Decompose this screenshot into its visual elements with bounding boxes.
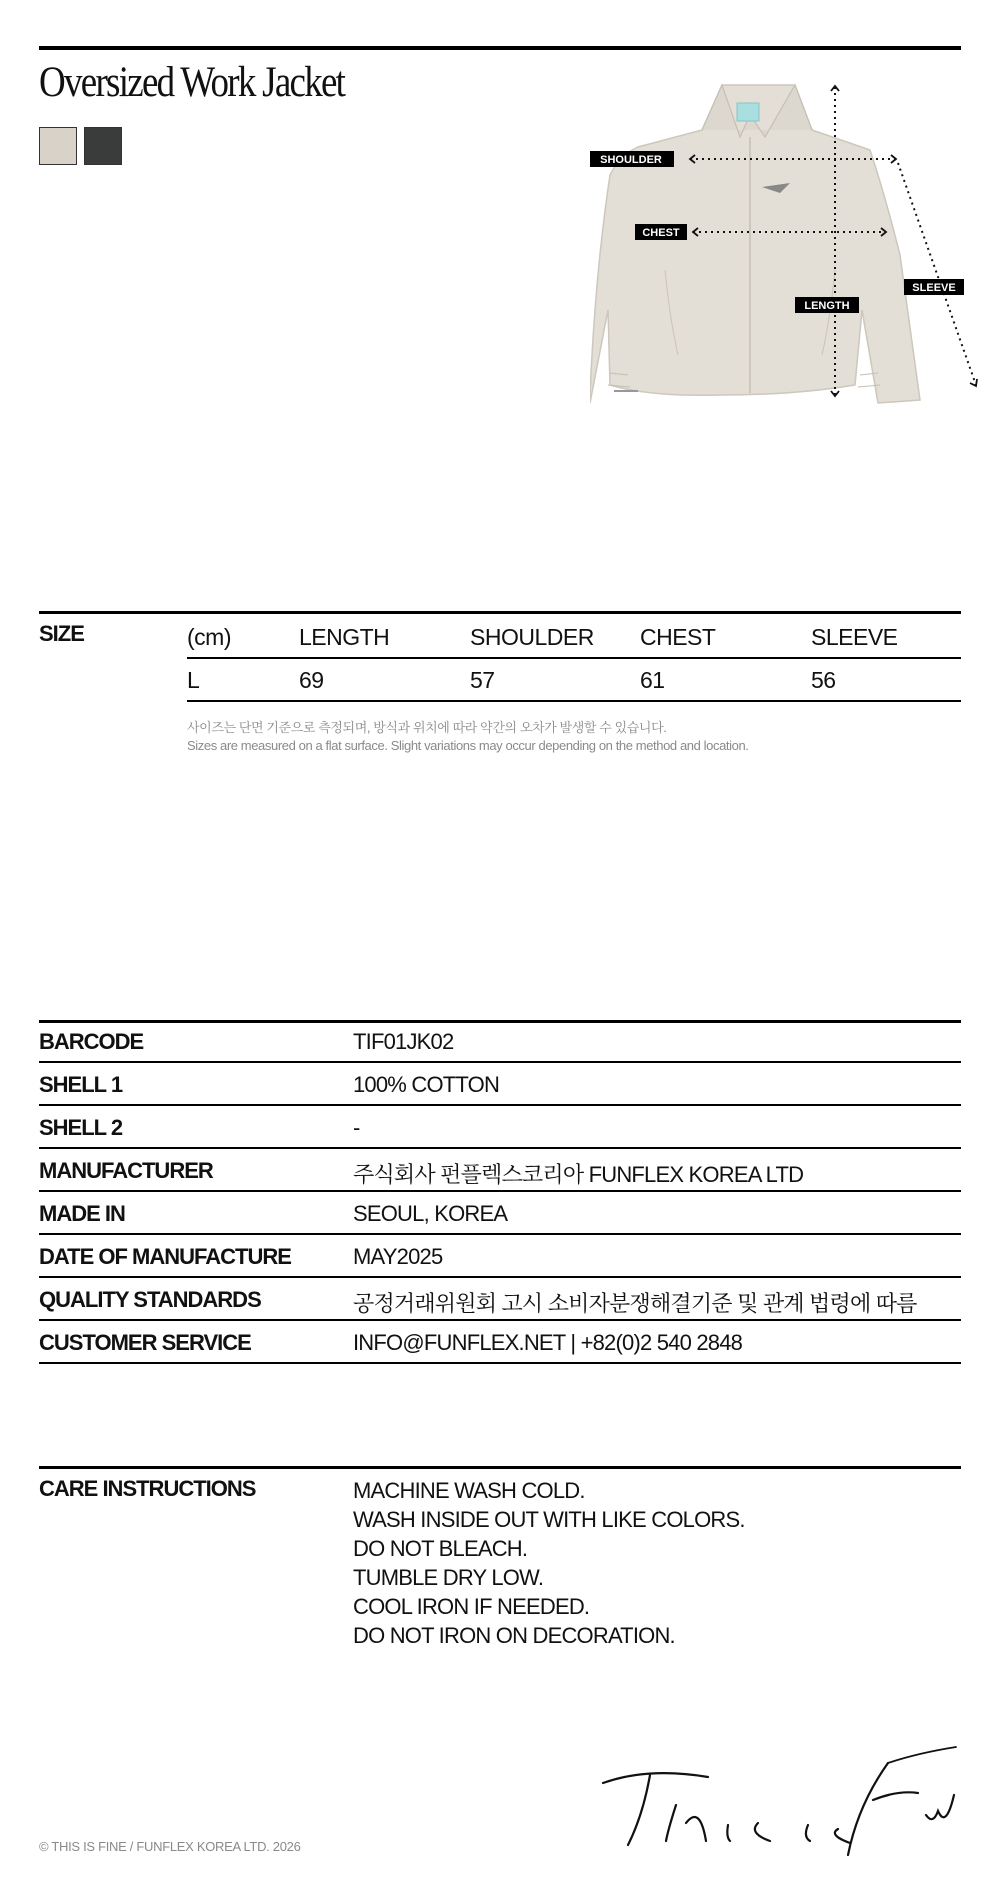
top-rule: [39, 46, 961, 50]
jacket-measurement-diagram: [590, 75, 980, 410]
chest-value: 61: [640, 667, 665, 693]
color-swatch-charcoal[interactable]: [84, 127, 122, 165]
copyright-text: © THIS IS FINE / FUNFLEX KOREA LTD. 2026: [39, 1839, 301, 1854]
this-is-fine-logo: [588, 1745, 958, 1865]
care-instructions-list: [353, 1476, 745, 1650]
size-note: [187, 719, 749, 755]
care-instructions-heading: CARE INSTRUCTIONS: [39, 1476, 256, 1501]
info-value: 공정거래위원회 고시 소비자분쟁해결기준 및 관계 법령에 따름: [353, 1291, 917, 1316]
length-label: [795, 297, 859, 313]
size-note-korean: 사이즈는 단면 기준으로 측정되며, 방식과 위치에 따라 약간의 오차가 발생할 수 있습니다.: [187, 720, 667, 735]
svg-text:CHEST: CHEST: [642, 227, 680, 239]
info-value: TIF01JK02: [353, 1029, 454, 1054]
info-row-quality-standards: [39, 1278, 961, 1321]
info-key: DATE OF MANUFACTURE: [39, 1244, 291, 1269]
care-section-rule: [39, 1466, 961, 1469]
svg-text:LENGTH: LENGTH: [804, 300, 850, 312]
svg-text:SHOULDER: SHOULDER: [600, 154, 662, 166]
info-row-barcode: [39, 1020, 961, 1063]
color-swatch-beige[interactable]: [39, 127, 77, 165]
length-value: 69: [299, 667, 324, 693]
shoulder-label: [590, 151, 674, 167]
chest-label: [635, 224, 687, 240]
sleeve-value: 56: [811, 667, 836, 693]
size-section-rule: [39, 611, 961, 614]
info-key: SHELL 2: [39, 1115, 123, 1140]
info-key: SHELL 1: [39, 1072, 123, 1097]
product-info-table: [39, 1020, 961, 1364]
care-line: WASH INSIDE OUT WITH LIKE COLORS.: [353, 1507, 745, 1532]
info-value: INFO@FUNFLEX.NET | +82(0)2 540 2848: [353, 1330, 743, 1355]
size-unit-header: (cm): [187, 624, 231, 650]
info-key: BARCODE: [39, 1029, 144, 1054]
info-key: MANUFACTURER: [39, 1158, 213, 1183]
care-line: TUMBLE DRY LOW.: [353, 1565, 544, 1590]
info-value: SEOUL, KOREA: [353, 1201, 508, 1226]
sleeve-label: [904, 279, 964, 295]
length-header: LENGTH: [299, 624, 390, 650]
product-title: Oversized Work Jacket: [39, 59, 345, 106]
info-value: 100% COTTON: [353, 1072, 500, 1097]
info-row-date-of-manufacture: [39, 1235, 961, 1278]
shoulder-value: 57: [470, 667, 495, 693]
info-value: MAY2025: [353, 1244, 443, 1269]
shoulder-header: SHOULDER: [470, 624, 594, 650]
svg-text:SLEEVE: SLEEVE: [912, 282, 956, 294]
size-heading: SIZE: [39, 621, 84, 646]
care-line: DO NOT BLEACH.: [353, 1536, 528, 1561]
info-value: 주식회사 펀플렉스코리아 FUNFLEX KOREA LTD: [353, 1162, 804, 1187]
sleeve-header: SLEEVE: [811, 624, 898, 650]
info-row-manufacturer: [39, 1149, 961, 1192]
info-row-shell-1: [39, 1063, 961, 1106]
info-key: QUALITY STANDARDS: [39, 1287, 261, 1312]
info-value: -: [353, 1115, 360, 1140]
size-row-l: [187, 658, 961, 702]
info-row-made-in: [39, 1192, 961, 1235]
size-value: L: [187, 667, 200, 693]
care-line: MACHINE WASH COLD.: [353, 1478, 585, 1503]
size-header-row: [187, 615, 961, 659]
info-key: CUSTOMER SERVICE: [39, 1330, 251, 1355]
info-row-customer-service: [39, 1321, 961, 1364]
info-row-shell-2: [39, 1106, 961, 1149]
size-note-english: Sizes are measured on a flat surface. Slight variations may occur depending on the method and location.: [187, 738, 749, 753]
info-key: MADE IN: [39, 1201, 125, 1226]
chest-header: CHEST: [640, 624, 716, 650]
care-line: COOL IRON IF NEEDED.: [353, 1594, 590, 1619]
jacket-illustration: [590, 85, 920, 403]
care-line: DO NOT IRON ON DECORATION.: [353, 1623, 675, 1648]
